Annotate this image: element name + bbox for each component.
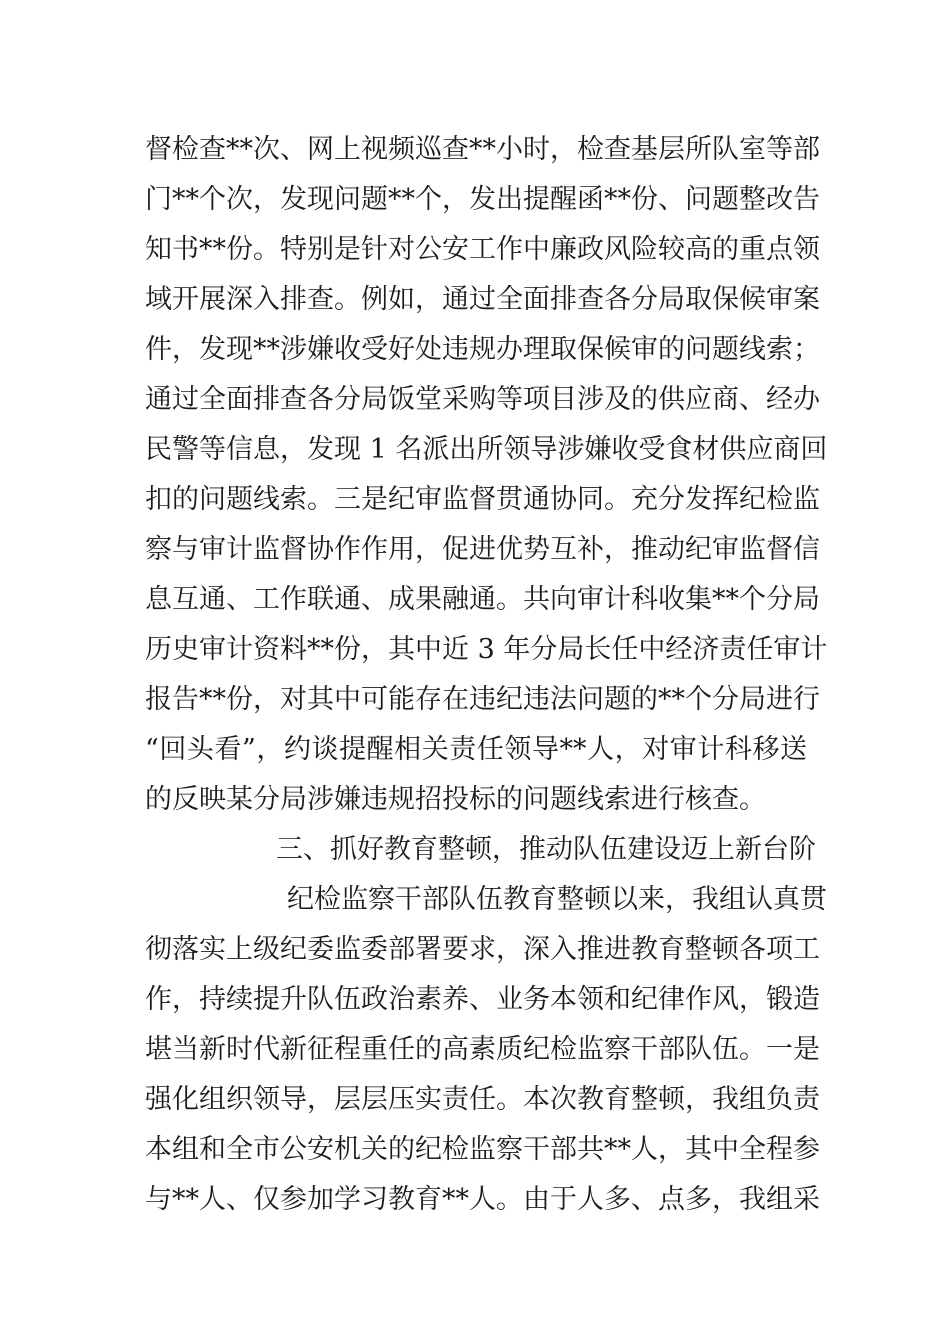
body-line: 民警等信息，发现 1 名派出所领导涉嫌收受食材供应商回: [145, 434, 828, 465]
body-line: 作，持续提升队伍政治素养、业务本领和纪律作风，锻造: [145, 984, 820, 1015]
body-line: 息互通、工作联通、成果融通。共向审计科收集**个分局: [145, 584, 820, 615]
body-line: “回头看”，约谈提醒相关责任领导**人，对审计科移送: [145, 734, 807, 765]
body-line: 本组和全市公安机关的纪检监察干部共**人，其中全程参: [145, 1134, 820, 1165]
body-line: 报告**份，对其中可能存在违纪违法问题的**个分局进行: [145, 684, 820, 715]
body-line: 彻落实上级纪委监委部署要求，深入推进教育整顿各项工: [145, 934, 820, 965]
body-line: 与**人、仅参加学习教育**人。由于人多、点多，我组采: [145, 1184, 820, 1215]
body-line: 的反映某分局涉嫌违规招投标的问题线索进行核查。: [145, 784, 766, 815]
body-line: 历史审计资料**份，其中近 3 年分局长任中经济责任审计: [145, 634, 828, 665]
body-line: 堪当新时代新征程重任的高素质纪检监察干部队伍。一是: [145, 1034, 820, 1065]
body-line: 察与审计监督协作作用，促进优势互补，推动纪审监督信: [145, 534, 820, 565]
body-line: 域开展深入排查。例如，通过全面排查各分局取保候审案: [145, 284, 820, 315]
body-line: 知书**份。特别是针对公安工作中廉政风险较高的重点领: [145, 234, 820, 265]
body-line: 督检查**次、网上视频巡查**小时，检查基层所队室等部: [145, 134, 820, 165]
paragraph-first-line: 纪检监察干部队伍教育整顿以来，我组认真贯: [287, 884, 827, 915]
body-line: 门**个次，发现问题**个，发出提醒函**份、问题整改告: [145, 184, 820, 215]
section-heading: 三、抓好教育整顿，推动队伍建设迈上新台阶: [276, 834, 816, 865]
body-line: 强化组织领导，层层压实责任。本次教育整顿，我组负责: [145, 1084, 820, 1115]
body-line: 扣的问题线索。三是纪审监督贯通协同。充分发挥纪检监: [145, 484, 820, 515]
body-line: 件，发现**涉嫌收受好处违规办理取保候审的问题线索；: [145, 334, 820, 365]
body-line: 通过全面排查各分局饭堂采购等项目涉及的供应商、经办: [145, 384, 820, 415]
